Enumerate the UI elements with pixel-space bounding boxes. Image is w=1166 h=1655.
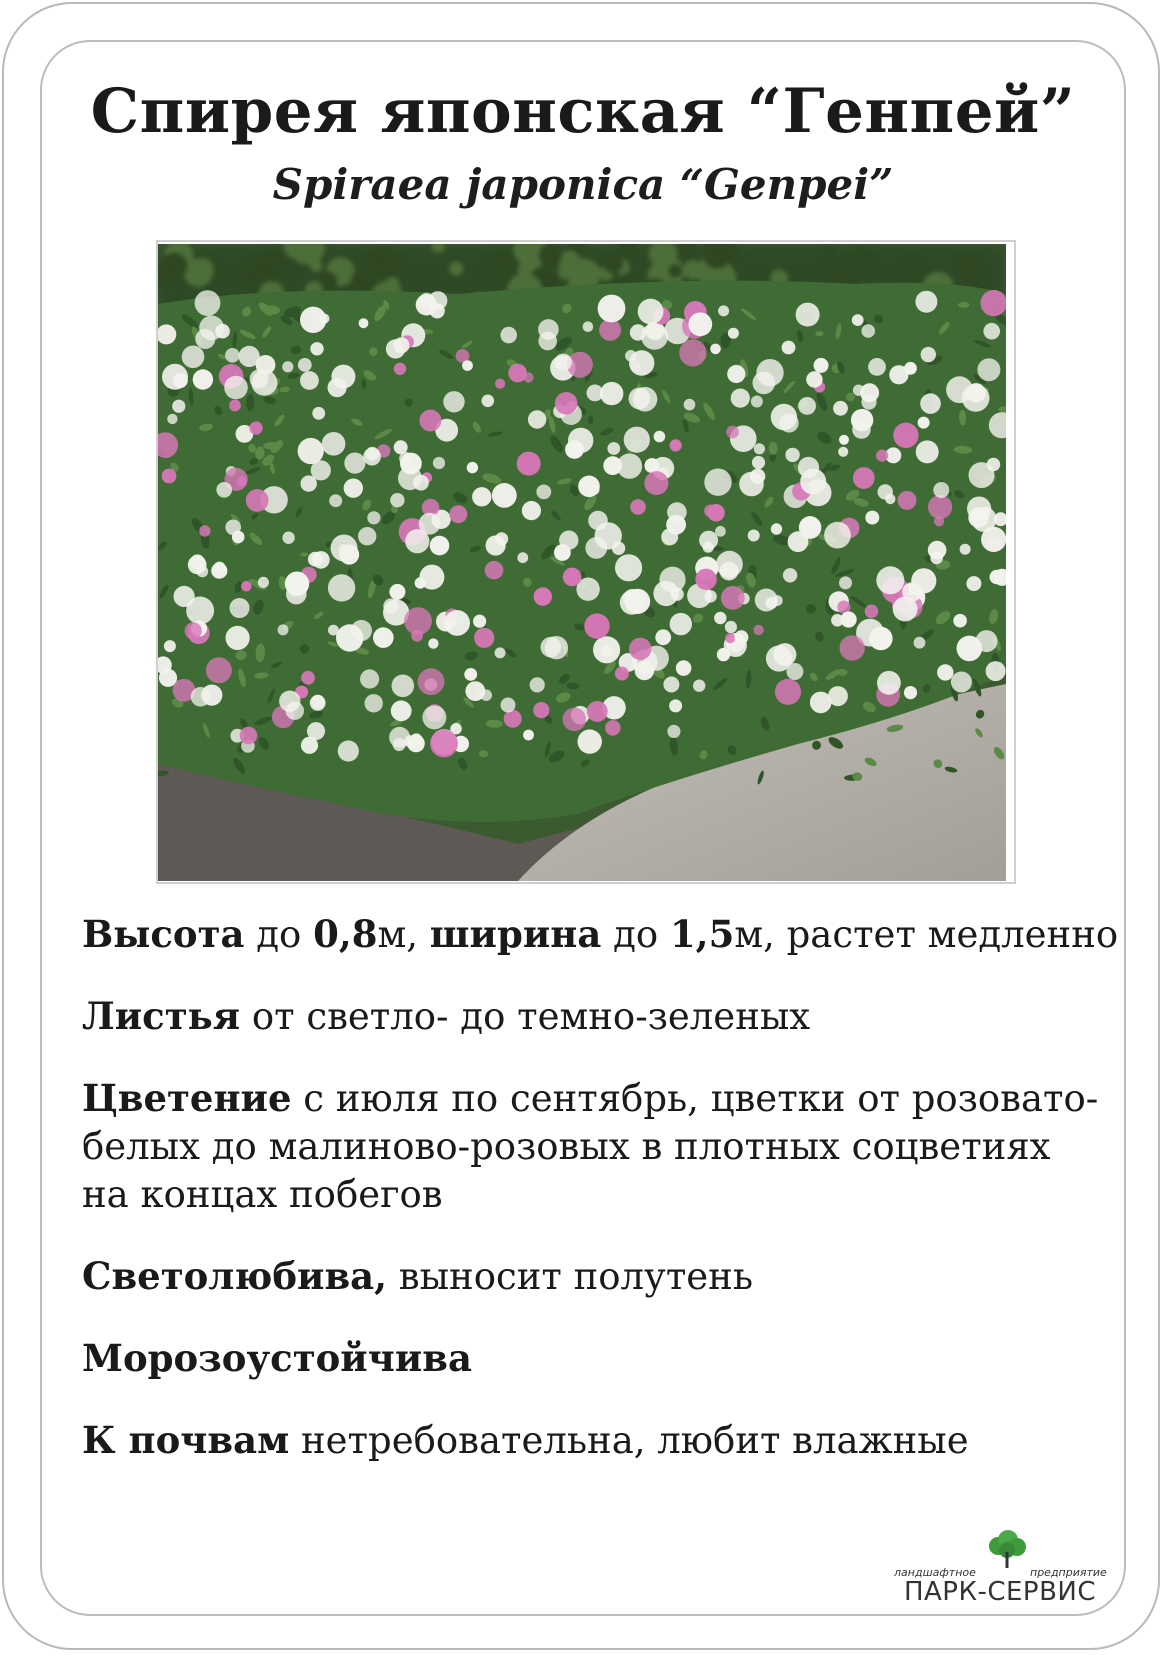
spirea-bush-image (158, 244, 1006, 881)
tree-icon (984, 1530, 1030, 1568)
leaves-label: Листья (82, 994, 241, 1038)
bloom-text-line3: на концах побегов (82, 1173, 443, 1216)
bloom-text-line1: с июля по сентябрь, цветки от розовато- (291, 1077, 1099, 1120)
soil-text: нетребовательна, любит влажные (289, 1419, 969, 1462)
prop-soil (82, 1416, 1122, 1465)
prop-light (82, 1252, 1122, 1301)
prop-leaves (82, 992, 1122, 1041)
plant-photo (158, 244, 1006, 881)
latin-name: Spiraea japonica “Genpei” (272, 160, 894, 209)
prop-size (82, 910, 1122, 959)
light-label: Светолюбива, (82, 1254, 388, 1298)
soil-label: К почвам (82, 1418, 290, 1462)
width-text-2: м, растет медленно (734, 913, 1119, 956)
width-value: 1,5 (669, 912, 735, 956)
frost-label: Морозоустойчива (82, 1336, 472, 1380)
leaves-text: от светло- до темно-зеленых (240, 995, 811, 1038)
bloom-label: Цветение (82, 1076, 292, 1120)
prop-bloom (82, 1074, 1122, 1219)
light-text: выносит полутень (387, 1255, 753, 1298)
page-title: Спирея японская “Генпей” (90, 76, 1076, 147)
logo-left-caption: ландшафтное (894, 1566, 976, 1579)
prop-frost (82, 1334, 1122, 1383)
width-label: ширина (429, 912, 602, 956)
height-text-2: м, (377, 913, 430, 956)
height-label: Высота (82, 912, 245, 956)
properties-list (82, 910, 1122, 1498)
height-text-1: до (244, 913, 314, 956)
width-text-1: до (601, 913, 670, 956)
company-logo (892, 1530, 1107, 1610)
logo-right-caption: предприятие (1030, 1566, 1107, 1579)
bloom-text-line2: белых до малиново-розовых в плотных соцветиях (82, 1125, 1051, 1168)
height-value: 0,8 (313, 912, 378, 956)
logo-name: ПАРК-СЕРВИС (903, 1577, 1097, 1607)
